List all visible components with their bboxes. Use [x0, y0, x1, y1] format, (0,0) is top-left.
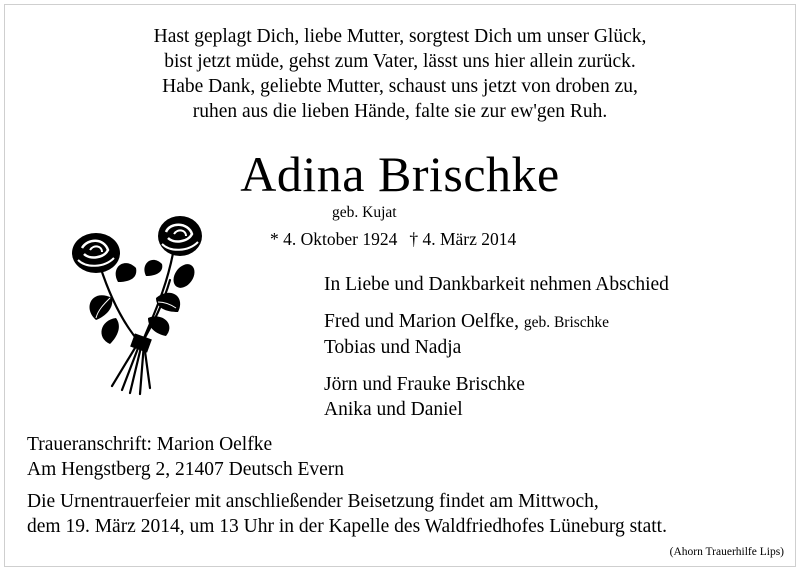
farewell-intro: In Liebe und Dankbarkeit nehmen Abschied: [324, 274, 669, 295]
address-line: Traueranschrift: Marion Oelfke: [27, 434, 273, 455]
life-dates: [270, 229, 516, 249]
mourning-address: [27, 432, 344, 482]
notice-line: dem 19. März 2014, um 13 Uhr in der Kapelle des Waldfriedhofes Lüneburg statt.: [27, 516, 667, 537]
poem-line: Hast geplagt Dich, liebe Mutter, sorgtest Dich um unser Glück,: [153, 26, 647, 47]
maiden-name: geb. Kujat: [332, 204, 397, 221]
mourner-family: [324, 309, 669, 335]
deceased-name: Adina Brischke: [240, 146, 560, 202]
notice-line: Die Urnentrauerfeier mit anschließender Beisetzung findet am Mittwoch,: [27, 491, 599, 512]
mourners-list: [324, 272, 669, 422]
funeral-notice: [27, 489, 667, 539]
mourner-maiden-note: geb. Brischke: [523, 314, 610, 331]
mourner-names: Jörn und Frauke Brischke: [324, 374, 525, 395]
memorial-poem: [0, 24, 800, 124]
mourner-names: Fred und Marion Oelfke,: [324, 311, 519, 332]
poem-line: ruhen aus die lieben Hände, falte sie zur ew'gen Ruh.: [192, 101, 608, 122]
poem-line: Habe Dank, geliebte Mutter, schaust uns jetzt von droben zu,: [162, 76, 638, 97]
birth-date: * 4. Oktober 1924: [270, 229, 398, 249]
undertaker-credit: (Ahorn Trauerhilfe Lips): [669, 546, 784, 558]
mourner-children: Anika und Daniel: [324, 399, 463, 420]
mourner-children: Tobias und Nadja: [324, 337, 462, 358]
poem-line: bist jetzt müde, gehst zum Vater, lässt uns hier allein zurück.: [164, 51, 636, 72]
death-date: † 4. März 2014: [409, 229, 517, 249]
address-line: Am Hengstberg 2, 21407 Deutsch Evern: [27, 459, 344, 480]
roses-icon: [52, 208, 212, 398]
